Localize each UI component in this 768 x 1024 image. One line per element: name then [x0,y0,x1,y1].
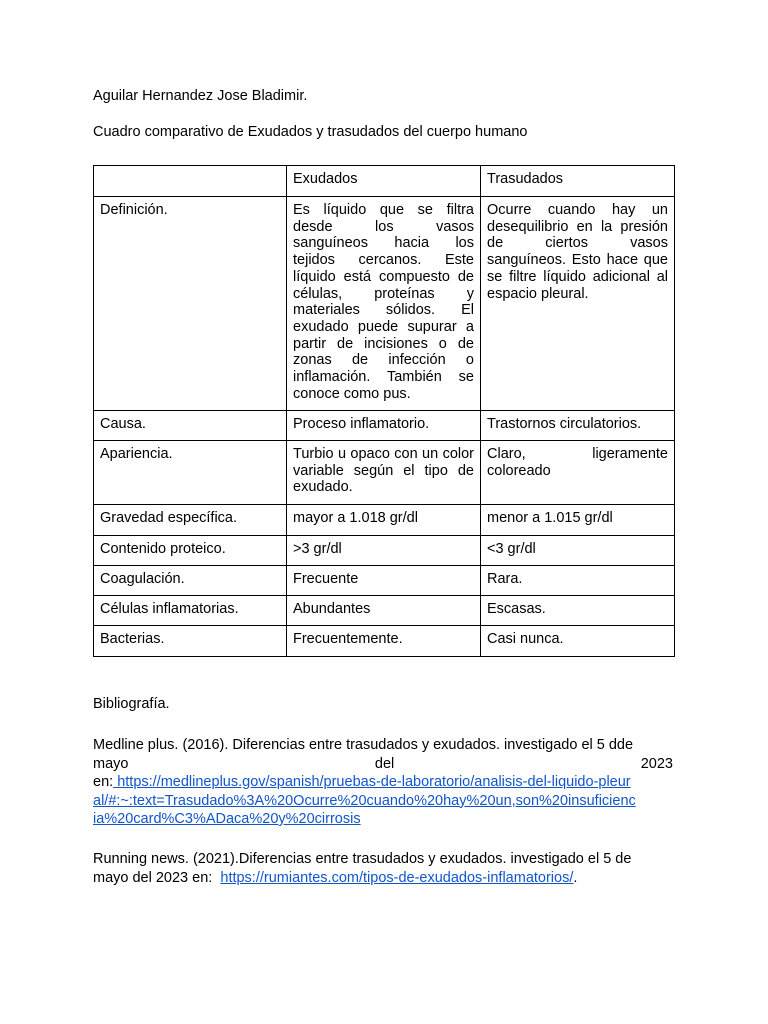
table-row [94,197,675,411]
bibliography-heading: Bibliografía. [93,696,170,712]
header-cell-trasudados: Trasudados [481,166,675,197]
row-label: Coagulación. [94,566,287,596]
trasudados-cell: menor a 1.015 gr/dl [481,505,675,536]
ref1-line4 [93,792,673,811]
comparison-table [93,165,675,657]
ref1-word-year: 2023 [640,755,673,772]
author-name: Aguilar Hernandez Jose Bladimir. [93,88,308,104]
table-header-row [94,166,675,197]
header-cell-exudados: Exudados [287,166,481,197]
row-label: Definición. [94,197,287,411]
table-row [94,626,675,657]
ref1-prefix: en: [93,774,114,790]
ref2-prefix: mayo del 2023 en: [93,869,217,886]
ref2-suffix: . [573,869,578,886]
trasudados-cell: Casi nunca. [481,626,675,657]
table-row [94,536,675,566]
row-label: Células inflamatorias. [94,596,287,626]
header-cell-empty [94,166,287,197]
exudados-cell: Proceso inflamatorio. [287,411,481,441]
trasudados-cell: Ocurre cuando hay un desequilibrio en la presión de ciertos vasos sanguíneos. Esto hace que se filtre líquido adicional al espacio pleural. [481,197,675,411]
table-row [94,596,675,626]
exudados-cell: Frecuentemente. [287,626,481,657]
ref1-line2 [93,755,673,774]
exudados-cell: Turbio u opaco con un color variable según el tipo de exudado. [287,441,481,505]
rumiantes-link[interactable]: https://rumiantes.com/tipos-de-exudados-inflamatorios/ [220,869,574,886]
apariencia-word-2: ligeramente [592,446,668,462]
reference-rumiantes [93,850,673,887]
exudados-cell: Es líquido que se filtra desde los vasos sanguíneos hacia los tejidos cercanos. Este líquido está compuesto de células, proteínas y materiales sólidos. El exudado puede supurar a partir de incisiones o de zonas de infección o inflamación. También se conoce como pus. [287,197,481,411]
row-label: Contenido proteico. [94,536,287,566]
trasudados-cell: Escasas. [481,596,675,626]
ref1-line1: Medline plus. (2016). Diferencias entre trasudados y exudados. investigado el 5 dde [93,737,634,753]
trasudados-cell: <3 gr/dl [481,536,675,566]
row-label: Gravedad específica. [94,505,287,536]
row-label: Apariencia. [94,441,287,505]
ref1-word-mayo: mayo [93,755,129,772]
apariencia-word-3: coloreado [487,462,551,479]
table-row [94,441,675,505]
reference-medlineplus [93,736,673,829]
medlineplus-link-end[interactable]: ia%20card%C3%ADaca%20y%20cirrosis [93,811,361,827]
ref1-line5 [93,810,673,829]
trasudados-cell: Rara. [481,566,675,596]
exudados-cell: Frecuente [287,566,481,596]
medlineplus-link-continued[interactable]: al/#:~:text=Trasudado%3A%20Ocurre%20cuando%20hay%20un,son%20insuficienc [93,792,636,809]
apariencia-word-1: Claro, [487,446,526,462]
trasudados-cell: Trastornos circulatorios. [481,411,675,441]
table-row [94,411,675,441]
row-label: Bacterias. [94,626,287,657]
ref2-line2 [93,869,673,888]
trasudados-cell [481,441,675,505]
table-row [94,566,675,596]
ref2-line1: Running news. (2021).Diferencias entre trasudados y exudados. investigado el 5 de [93,851,632,867]
row-label: Causa. [94,411,287,441]
exudados-cell: mayor a 1.018 gr/dl [287,505,481,536]
ref1-word-del: del [374,755,395,772]
document-title: Cuadro comparativo de Exudados y trasudados del cuerpo humano [93,124,528,140]
ref1-line3 [93,773,673,792]
medlineplus-link[interactable]: https://medlineplus.gov/spanish/pruebas-de-laboratorio/analisis-del-liquido-pleur [113,774,631,790]
table-row [94,505,675,536]
exudados-cell: >3 gr/dl [287,536,481,566]
exudados-cell: Abundantes [287,596,481,626]
